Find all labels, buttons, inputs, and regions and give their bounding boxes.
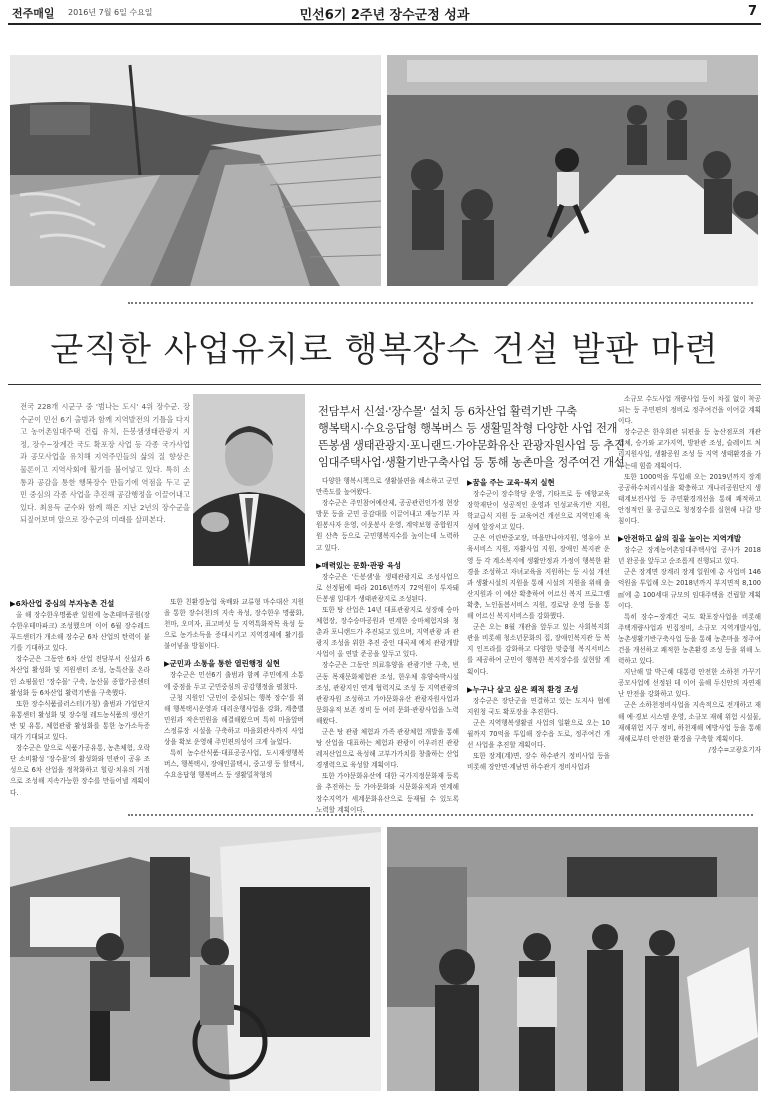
wheelchair-van-photo-image: [10, 827, 381, 1091]
lead-paragraph: 전국 228개 시군구 중 '범나는 도시' 4위 장수군. 장수군이 민선 6기 출범과 함께 지역발전의 기틀을 다지고 농어촌임대주택 건립 유치, 든봉샘생태관광지 지정, 장수~장계간 국도 확포장 사업 등 각종 국가사업과 공모사업을 유치해 지역주민들의 삶의 질 향상은 물론이고 지역사회에 활기를 불어넣고 있다. 특히 소통과 공감을 통한 행복장수 만들기에 역점을 두고 군민 중심의 각종 사업을 추진해 공감행정을 이끌어내고 있다. 최용득 군수와 함께 해온 지난 2년의 장수군을 되짚어보며 앞으로 장수군의 미래를 살펴본다.: [20, 402, 190, 525]
wheelchair-van-photo: [10, 827, 381, 1091]
paragraph: 장수군이 장수학당 운영, 기타프로 등 애향교육장학재단이 성공적인 운영과 인성교육기반 지원, 학교급식 지원 등 교육여건 개선으로 지역인재 육성에 앞장서고 있다.: [467, 490, 610, 532]
headline: 굳직한 사업유치로 행복장수 건설 발판 마련: [50, 330, 719, 370]
section-heading: ▶6차산업 중심의 부자농촌 건설: [10, 599, 115, 608]
stream-photo-image: [10, 55, 381, 286]
section-title: 민선6기 2주년 장수군정 성과: [299, 8, 470, 23]
paragraph: 장수군은 그동안 의료휴양을 관광기반 구축, 빈곤동 목재문화체험관 조성, 한우체 휴양숙박시설 조성, 관광지인 연계 협력지로 조성 등 지역관광의 관광자원 조성하고 가야문화유산 관광자원사업과 문화유적 보존 정비 등 여러 문화·관광사업을 노력해왔다.: [316, 661, 459, 725]
issue-date: 2016년 7월 6일 수요일: [68, 8, 153, 17]
paragraph: 또한 가야문화유산에 대한 국가지정문화재 등록을 추진하는 등 가야문화와 시문화유적과 연계해 장수지역가 세계문화유산으로 등재될 수 있도록 노력할 계획이다.: [316, 772, 459, 814]
divider-bottom: [128, 814, 753, 816]
paragraph: 군청 지원인 '군민이 중심되는 행복 장수'를 위해 행복택시운영과 대리운행사업을 강화, 계층별민원과 작은민원을 해결해왔으며 특히 마을앞버스정류장 시설을 구축하고 마을회관사까지 사업상을 확보 운영해 주민편의성이 크게 늘었다.: [164, 693, 304, 747]
paragraph: 장수군은 그동안 6차 산업 전담부서 신설과 6차산업 활성화 및 지원센터 조성, 농특산물 온라인 쇼핑몰인 '장수몰' 구축, 농산물 종합가공센터 활성화 등 6차산업 활력기반을 구축했다.: [10, 655, 150, 697]
children-race-photo-image: [387, 55, 758, 286]
subheadline: 행복택시·수요응답형 행복버스 등 생활밀착형 다양한 사업 전개: [318, 422, 618, 435]
paragraph: 군은 오는 8월 개관을 앞두고 있는 사회복지회관을 비롯해 청소년문화의 집, 장애인복지관 등 복지 인프라를 강화하고 다양한 맞춤형 복지서비스를 제공하여 군민이 행복한 복지장수를 실현할 계획이다.: [467, 623, 610, 676]
paragraph: 소규모 수도사업 개량사업 등이 차질 없이 착공되는 등 주민편의 정비로 정주여건을 이어갈 계획이다.: [618, 395, 761, 426]
article-column-5: [618, 394, 761, 756]
paragraph: 또한 탕 산업은 14년 대표관광지로 성장해 승마체험장, 장수승마공원과 연계한 승마체험지와 청춘과 포니랜드가 추진되고 있으며, 지역관광 과 관광지 조성을 위한 추진 중인 대곡제 예치 관광개발사업이 올 연말 준공을 앞두고 있다.: [316, 605, 459, 659]
subheadline: 뜬봉샘 생태관광지·포니랜드·가야문화유산 관광자원사업 등 추진: [318, 439, 625, 452]
paragraph: 군은 어린반중교장, 마을만나야지원, 영유아 보육서비스 지원, 자활사업 지원, 장애인 복지관 운영 등 각 계소복지에 생활안정과 가정이 행복한 환경을 조성하고 자녀교육을 지원하는 등 시설 개선과 생활시설의 지원을 통해 시설의 지원을 위해 출산지원과 이 예산 확충하여 어르신 복지 프로그램 확충, 노인돌봄서비스 지원, 경로당 운영 등을 통해 어르신 복지서비스를 강화했다.: [467, 534, 610, 621]
paragraph: 장수군은 앞으로 식품가공유통, 농촌체험, 오락단 소비활성 '장수몰'의 활성화와 민관이 공유 조성으로 6차 산업을 정착화하고 힐링·치유의 거점으로 조성해 지속가능한 장수를 만들어낼 계획이다.: [10, 744, 150, 797]
site-inspection-photo: [387, 827, 758, 1091]
paragraph: 또한 장수식품클러스터(가칭) 출범과 가업단지 유통센터 활성화 및 장수형 레드농식품의 생산기반 및 유통, 체험관광 활성화를 통한 농가소득증대가 기대되고 있다.: [10, 699, 150, 742]
headline-rule: [8, 384, 761, 385]
page-number: 7: [747, 4, 757, 19]
stream-photo: [10, 55, 381, 286]
paragraph: 장수군은 '든봉샘'을 생태관광지로 조성사업으로 선정됨에 따라 2016년까지 72억원이 투자돼 든봉샘 일대가 생태관광지로 조성된다.: [316, 572, 459, 603]
article-column-1: [10, 597, 150, 799]
paragraph: 군은 지역행복생활권 사업의 일환으로 오는 10월까지 70억을 투입해 장수읍 도로, 정주여건 개선 사업을 추진할 계획이다.: [467, 718, 610, 749]
article-column-2: [164, 597, 304, 781]
divider-top: [128, 302, 753, 304]
section-heading: ▶누구나 살고 싶은 쾌적 환경 조성: [467, 684, 579, 694]
section-heading: ▶안전하고 삶의 질을 높이는 지역개발: [618, 534, 742, 544]
byline: /장수=고광호기자: [708, 745, 761, 754]
paragraph: 장수군은 민선6기 출범과 함께 주민에게 소통에 중점을 두고 군민중심의 공감행정을 펼쳤다.: [164, 671, 304, 691]
paragraph: 장수군은 한우회관 뒤편을 등 농산점포의 개관업체, 승가와 교가지역, 방판관 조성, 슬레이트 처리지원사업, 생활공원 조성 등 지역 생태환경을 가꾸는데 힘쓸 계획이다.: [618, 428, 761, 470]
paragraph: 군은 장계면 장계리 장계 일원에 총 사업비 146억원을 투입해 오는 2018년까지 부지면적 8,100㎡에 총 100세대 규모의 임대주택을 건립할 계획이다.: [618, 568, 761, 610]
paragraph: 또한 친환경농업 육배와 교류형 마수대산 지원을 통한 장수(천)의 지속 육성, 장수한우 명품화, 천마, 오미자, 표고버섯 등 지역특화작목 육성 등으로 농가소득을 증대시키고 지역경제에 활기를 불어넣을 방침이다.: [164, 598, 304, 651]
section-heading: ▶꿈을 주는 교육·복지 실현: [467, 478, 555, 487]
subheadline: 임대주택사업·생활기반구축사업 등 통해 농촌마을 정주여건 개선: [318, 456, 625, 469]
children-race-photo: [387, 55, 758, 286]
paragraph: 지난해 말 박근혜 대통령 안전한 소하천 가꾸기 공모사업에 선정된 데 이어 올해 두신안의 자연재난 안전을 강화하고 있다.: [618, 668, 761, 699]
paragraph: 장수군은 주민참여예산제, 공공관런인가정 현장 방문 등을 군민 공감대를 이끌어내고 재능기부 자원봉사자 운영, 이웃봉사 운영, 계약보형 종합원지원 산측 등으로 군민행복지수를 높이는데 노력하고 있다.: [316, 499, 459, 552]
paragraph: 올 해 장수한우명품관 일원에 농촌테마공원(장수한우테마파크) 조성했으며 이어 6월 장수레드푸드센터가 개소해 장수군 6차 산업의 탄력이 붙기를 기대하고 있다.: [10, 611, 150, 653]
newspaper-brand: 전주매일: [12, 7, 55, 20]
paragraph: 특히 장수~장계간 국도 확포장사업을 비롯해 주택개량사업과 빈집정비, 소규모 지역개발사업, 농촌생활기반구축사업 등을 통해 농촌마을 정주여건을 개선하고 쾌적한 농촌환경 조성 등을 위해 노력하고 있다.: [618, 612, 761, 666]
paragraph: 장수군은 장단군을 연결하고 있는 도지사 협에 지원청 국도 확포장을 추진한다.: [467, 696, 610, 716]
article-column-3: [316, 476, 459, 816]
county-head-portrait: [193, 394, 305, 566]
masthead-rule: [8, 23, 761, 25]
county-head-portrait-image: [193, 394, 305, 566]
paragraph: 또한 1000억을 투입해 오는 2019년까지 장계 공공하수처리시설을 확충하고 개나리공원단지 생태계보전사업 등 주민환경개선을 통해 쾌적하고 안정적인 물 공급으로 청정장수를 실현해 나갈 방침이다.: [618, 472, 761, 526]
subheadline-block: [318, 403, 625, 471]
subheadline: 전담부서 신설·'장수몰' 설치 등 6차산업 활력기반 구축: [318, 405, 577, 418]
paragraph: 군은 소하천정비사업을 지속적으로 전개하고 재해 예·경보 시스템 운영, 소규모 재해 위험 시설물, 재해위험 지구 정비, 하천재해 예방사업 등을 통해 재해로부터 안전한 환경을 구축할 계획이다.: [618, 701, 761, 743]
paragraph: 특히 농수산식품·대표공공사업, 도시재생행복버스, 행복택시, 장애인콜택시, 중고생 등 할택시, 수요응답형 행복버스 등 생활밀착형의: [164, 749, 304, 780]
paragraph: 군은 탕 관광 체험과 가족 관광체험 개발을 통해 탕 산업을 대표하는 체험과 관광이 어우러진 관광레저산업으로 육성해 고부가가치를 창출하는 산업경쟁력으로 육성할 계획이다.: [316, 727, 459, 770]
article-column-4: [467, 476, 610, 773]
paragraph: 다양한 행복시책으로 생활불편을 해소하고 군민 만족도를 높여왔다.: [316, 477, 459, 497]
paragraph: 또한 장계(계)면, 장수 하수관거 정비사업 등을 비롯해 장안면·계남면 하수관거 정비사업과: [467, 752, 610, 772]
paragraph: 장수군 장계농어촌임대주택사업 공사가 2018년 완공을 앞두고 순조롭게 진행되고 있다.: [618, 546, 761, 566]
site-inspection-photo-image: [387, 827, 758, 1091]
section-heading: ▶군민과 소통을 통한 열린행정 실현: [164, 659, 280, 669]
section-heading: ▶매력있는 문화·관광 육성: [316, 560, 402, 570]
